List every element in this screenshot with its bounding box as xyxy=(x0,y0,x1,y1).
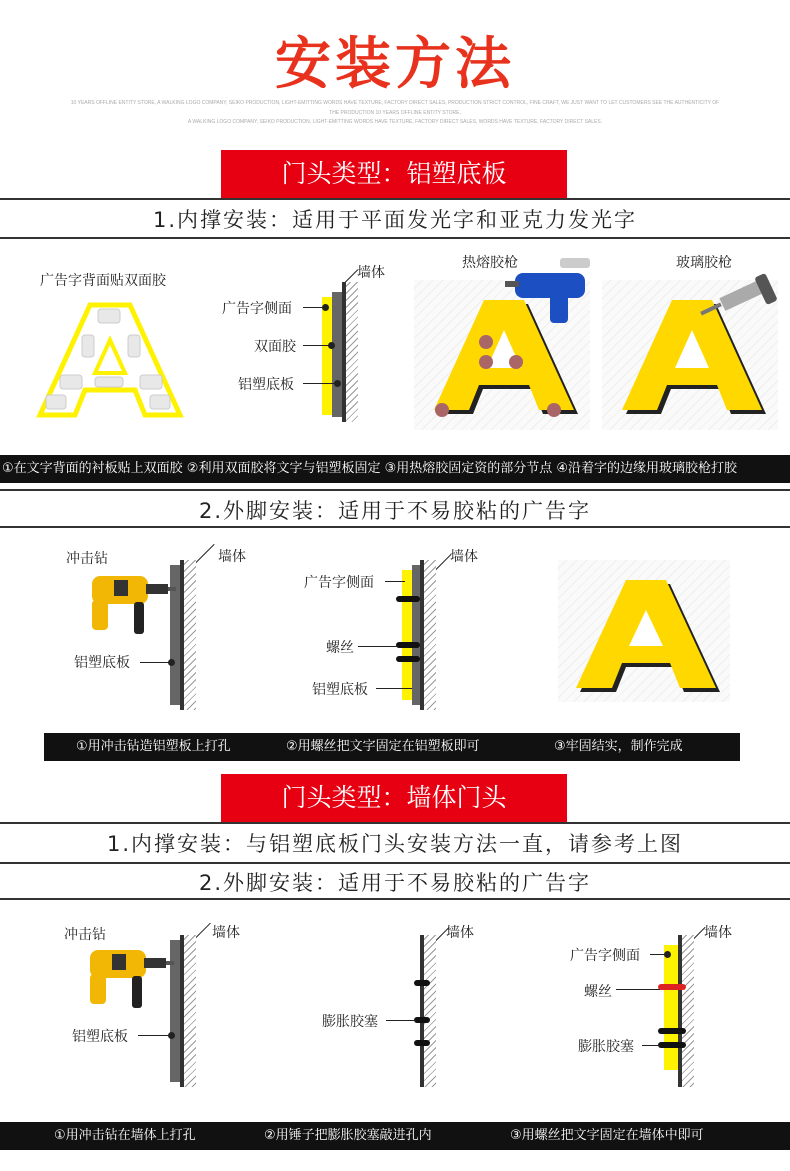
label-board: 铝塑底板 xyxy=(238,377,294,393)
divider xyxy=(0,526,790,528)
divider xyxy=(0,198,790,200)
letter-side xyxy=(402,570,412,700)
wall xyxy=(342,282,346,422)
pointer-dot xyxy=(328,342,335,349)
label-tape: 双面胶 xyxy=(254,339,296,355)
aluminum-board xyxy=(412,565,420,705)
label-letter-side: 广告字侧面 xyxy=(304,575,374,591)
pointer-dot xyxy=(322,304,329,311)
section1-method2-steps xyxy=(44,733,740,761)
section1-method2-title: 2.外脚安装：适用于不易胶粘的广告字 xyxy=(198,499,592,523)
fine-print-line-2: THE PRODUCTION 10 YEARS OFFLINE ENTITY STORE, xyxy=(329,110,461,116)
label-hot-glue-gun: 热熔胶枪 xyxy=(462,255,518,271)
expansion-anchor xyxy=(658,1042,686,1048)
glass-glue-gun-icon xyxy=(700,272,790,332)
label-wall: 墙体 xyxy=(212,925,240,941)
section2-method2-steps xyxy=(0,1122,790,1150)
section2-type-bar: 门头类型：墙体门头 xyxy=(221,774,567,822)
pointer-dot xyxy=(168,659,175,666)
label-board-2: 铝塑底板 xyxy=(312,682,368,698)
wall-hatch xyxy=(182,560,196,710)
leader-line xyxy=(385,581,405,582)
label-board: 铝塑底板 xyxy=(74,655,130,671)
expansion-anchor xyxy=(414,1017,430,1023)
step-2: ②用锤子把膨胀胶塞敲进孔内 xyxy=(264,1128,432,1143)
fine-print-line-1: 10 YEARS OFFLINE ENTITY STORE, A WALKING LOGO COMPANY, SEIKO PRODUCTION, LIGHT-EMITTING WORDS HAVE TEXTURE, FACTORY DIRECT SALES, PRODUCTION STRICT CONTROL, FINE CRAFT, WE JUST WANT TO LET CUSTOMERS SEE THE AUTHENTICITY OF xyxy=(70,100,720,106)
section1-method1-title: 1.内撑安装：适用于平面发光字和亚克力发光字 xyxy=(152,208,638,232)
label-drill: 冲击钻 xyxy=(64,927,106,943)
screw xyxy=(396,596,420,602)
step-1: ①用冲击钻在墙体上打孔 xyxy=(54,1128,196,1143)
step-3: ③牢固结实，制作完成 xyxy=(554,739,683,754)
hot-glue-gun-icon xyxy=(505,258,595,328)
impact-drill-icon xyxy=(84,572,176,640)
divider xyxy=(0,862,790,864)
leader-line xyxy=(616,989,660,990)
label-wall-2: 墙体 xyxy=(450,549,478,565)
section2-method2-title: 2.外脚安装：适用于不易胶粘的广告字 xyxy=(198,871,592,895)
wall-hatch xyxy=(422,935,436,1087)
impact-drill-icon xyxy=(82,946,174,1014)
page-title: 安装方法 xyxy=(275,32,515,97)
expansion-anchor xyxy=(658,1028,686,1034)
wall-hatch xyxy=(680,935,694,1087)
pointer-dot xyxy=(334,380,341,387)
step-2: ②用螺丝把文字固定在铝塑板即可 xyxy=(286,739,480,754)
wall xyxy=(180,935,184,1087)
label-wall-2: 墙体 xyxy=(446,925,474,941)
divider xyxy=(0,822,790,824)
aluminum-board xyxy=(332,292,342,417)
wall-hatch xyxy=(344,282,358,422)
wall xyxy=(420,935,424,1087)
step-1: ①用冲击钻造铝塑板上打孔 xyxy=(76,739,231,754)
letter-side xyxy=(664,945,678,1070)
label-glass-glue-gun: 玻璃胶枪 xyxy=(676,255,732,271)
section2-method1-title: 1.内撑安装：与铝塑底板门头安装方法一直，请参考上图 xyxy=(106,832,684,856)
label-anchor-2: 膨胀胶塞 xyxy=(578,1039,634,1055)
leader-line xyxy=(386,1020,416,1021)
wall-hatch xyxy=(182,935,196,1087)
wall xyxy=(420,560,424,710)
label-wall-3: 墙体 xyxy=(704,925,732,941)
label-screw: 螺丝 xyxy=(584,984,612,1000)
leader-line xyxy=(303,383,337,384)
wall-hatch xyxy=(422,560,436,710)
label-drill: 冲击钻 xyxy=(66,551,108,567)
expansion-anchor xyxy=(414,1040,430,1046)
letter-a-finished-illustration xyxy=(558,560,730,702)
screw xyxy=(396,642,420,648)
label-back-tape: 广告字背面贴双面胶 xyxy=(40,273,166,289)
leader-line xyxy=(303,345,331,346)
divider xyxy=(0,489,790,491)
leader-line xyxy=(138,1035,172,1036)
screw xyxy=(658,984,686,990)
leader-line xyxy=(358,646,398,647)
label-wall: 墙体 xyxy=(357,265,385,281)
label-anchor: 膨胀胶塞 xyxy=(322,1014,378,1030)
section1-type-bar: 门头类型：铝塑底板 xyxy=(221,150,567,198)
pointer-dot xyxy=(168,1032,175,1039)
step-3: ③用螺丝把文字固定在墙体中即可 xyxy=(510,1128,704,1143)
pointer-dot xyxy=(664,951,671,958)
expansion-anchor xyxy=(414,980,430,986)
divider xyxy=(0,898,790,900)
label-screw: 螺丝 xyxy=(326,640,354,656)
screw xyxy=(396,656,420,662)
wall xyxy=(678,935,682,1087)
label-board: 铝塑底板 xyxy=(72,1029,128,1045)
label-letter-side: 广告字侧面 xyxy=(222,301,292,317)
label-wall: 墙体 xyxy=(218,549,246,565)
letter-back-illustration xyxy=(20,295,200,425)
leader-line xyxy=(376,688,412,689)
fine-print-line-3: A WALKING LOGO COMPANY, SEIKO PRODUCTION, LIGHT-EMITTING WORDS HAVE TEXTURE, FACTORY DIRECT SALES, WORDS HAVE TEXTURE, FACTORY DIRECT SALES. xyxy=(187,119,603,125)
divider xyxy=(0,237,790,239)
section1-method1-steps: ①在文字背面的衬板贴上双面胶 ②利用双面胶将文字与铝塑板固定 ③用热熔胶固定资的部分节点 ④沿着字的边缘用玻璃胶枪打胶 xyxy=(0,455,790,483)
label-letter-side: 广告字侧面 xyxy=(570,948,640,964)
letter-side xyxy=(322,297,332,415)
wall xyxy=(180,560,184,710)
leader-line xyxy=(642,1045,660,1046)
